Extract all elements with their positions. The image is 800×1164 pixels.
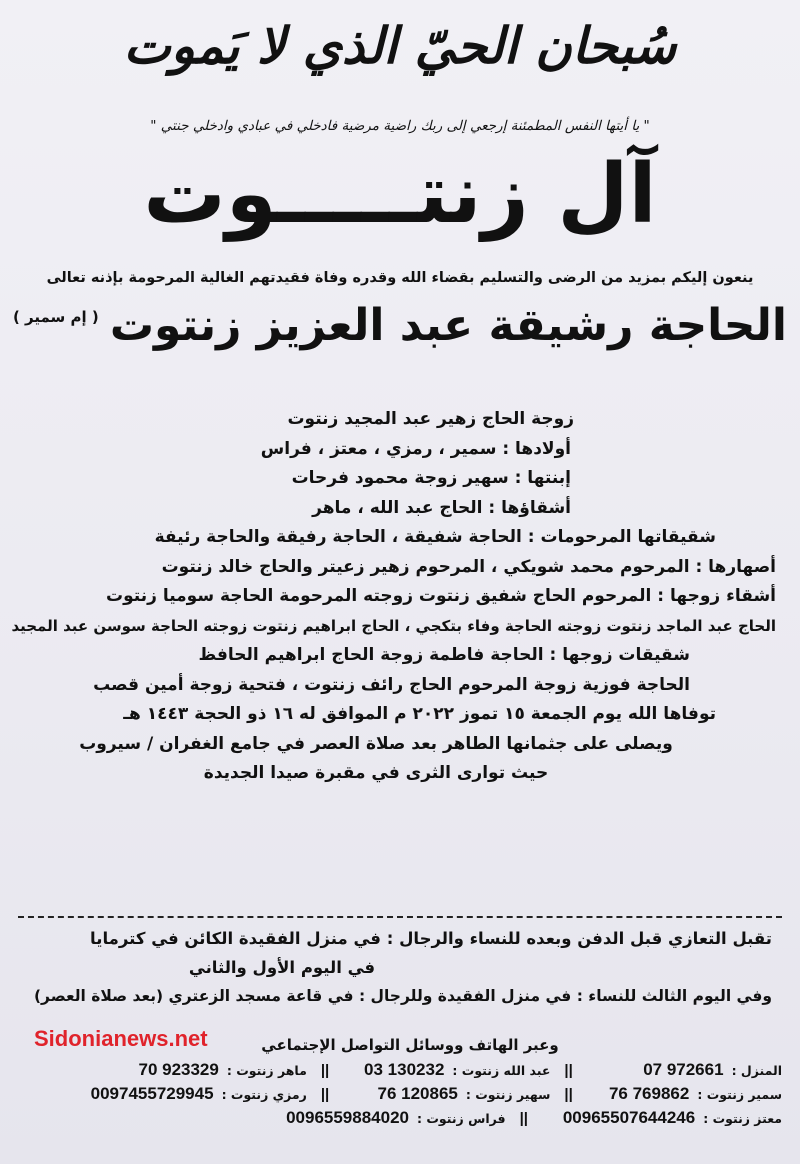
phone-entry bbox=[343, 1084, 550, 1104]
condolence-line: في اليوم الأول والثاني bbox=[188, 958, 376, 977]
phone-separator: || bbox=[320, 1086, 330, 1103]
phone-entry bbox=[587, 1060, 782, 1080]
death-date-line: توفاها الله يوم الجمعة ١٥ تموز ٢٠٢٢ م الموافق له ١٦ ذو الحجة ١٤٤٣ هـ bbox=[123, 704, 716, 724]
phone-entry bbox=[18, 1084, 307, 1104]
detail-line: زوجة الحاج زهير عبد المجيد زنتوت bbox=[287, 409, 574, 429]
phone-entry bbox=[542, 1108, 782, 1128]
phone-label: سهير زنتوت : bbox=[465, 1087, 551, 1102]
phone-row bbox=[18, 1084, 782, 1108]
phone-label: فراس زنتوت : bbox=[417, 1111, 506, 1126]
phone-label: ماهر زنتوت : bbox=[226, 1063, 307, 1078]
phone-separator: || bbox=[320, 1062, 330, 1079]
watermark: Sidonianews.net bbox=[34, 1026, 208, 1051]
phone-number: 76 120865 bbox=[377, 1084, 458, 1103]
phone-label: سمير زنتوت : bbox=[697, 1087, 782, 1102]
phone-number: 70 923329 bbox=[138, 1060, 219, 1079]
phone-label: معتز زنتوت : bbox=[703, 1111, 782, 1126]
quran-verse: " يا أيتها النفس المطمئنة إرجعي إلى ربك راضية مرضية فادخلي في عبادي وادخلي جنتي " bbox=[150, 118, 650, 134]
condolences-section bbox=[22, 924, 772, 1011]
deceased-name: الحاجة رشيقة عبد العزيز زنتوت bbox=[109, 300, 788, 351]
detail-line: إبنتها : سهير زوجة محمود فرحات bbox=[291, 468, 571, 488]
phone-separator: || bbox=[564, 1086, 573, 1103]
phone-row bbox=[18, 1108, 782, 1132]
detail-line: أصهارها : المرحوم محمد شويكي ، المرحوم زهير زعيتر والحاج خالد زنتوت bbox=[161, 556, 776, 577]
deceased-nickname: ( إم سمير ) bbox=[12, 308, 99, 326]
phone-entry bbox=[18, 1060, 307, 1080]
phone-list bbox=[18, 1060, 782, 1132]
condolence-line: وفي اليوم الثالث للنساء : في منزل الفقيدة وللرجال : في قاعة مسجد الزعتري (بعد صلاة العصر) bbox=[33, 987, 772, 1005]
phone-row bbox=[18, 1060, 782, 1084]
calligraphy-header: سُبحان الحيّ الذي لا يَموت bbox=[123, 16, 677, 75]
phone-number: 03 130232 bbox=[364, 1060, 445, 1079]
phone-label: رمزي زنتوت : bbox=[221, 1087, 307, 1102]
phone-number: 76 769862 bbox=[608, 1084, 690, 1103]
phone-number: 0096559884020 bbox=[286, 1108, 409, 1127]
phone-separator: || bbox=[564, 1062, 573, 1079]
phone-label: عبد الله زنتوت : bbox=[452, 1063, 551, 1078]
family-title: آل زنتـــــوت bbox=[143, 147, 657, 242]
detail-line: أولادها : سمير ، رمزي ، معتز ، فراس bbox=[260, 438, 571, 459]
phone-number: 00965507644246 bbox=[562, 1108, 696, 1127]
phone-number: 07 972661 bbox=[643, 1060, 724, 1079]
detail-line: الحاجة فوزية زوجة المرحوم الحاج رائف زنتوت ، فتحية زوجة أمين قصب bbox=[93, 674, 690, 695]
phone-separator: || bbox=[519, 1110, 528, 1127]
detail-line: أشقاء زوجها : المرحوم الحاج شفيق زنتوت زوجته المرحومة الحاجة سوميا زنتوت bbox=[106, 586, 776, 606]
detail-line: شقيقاتها المرحومات : الحاجة شفيقة ، الحاجة رفيقة والحاجة رئيفة bbox=[154, 527, 716, 547]
phone-entry bbox=[587, 1084, 782, 1104]
section-divider bbox=[18, 916, 782, 918]
prayer-line: ويصلى على جثمانها الطاهر بعد صلاة العصر في جامع الغفران / سيروب bbox=[79, 733, 673, 754]
detail-line: شقيقات زوجها : الحاجة فاطمة زوجة الحاج ابراهيم الحافظ bbox=[198, 645, 690, 665]
phone-number: 0097455729945 bbox=[90, 1084, 214, 1103]
media-line: وعبر الهاتف ووسائل التواصل الإجتماعي bbox=[261, 1036, 559, 1054]
condolence-line: تقبل التعازي قبل الدفن وبعده للنساء والرجال : في منزل الفقيدة الكائن في كترمايا bbox=[90, 929, 772, 948]
phone-label: المنزل : bbox=[731, 1063, 782, 1078]
phone-entry bbox=[343, 1060, 550, 1080]
deceased-name-line bbox=[0, 300, 800, 351]
phone-entry bbox=[206, 1108, 506, 1128]
detail-line: أشقاؤها : الحاج عبد الله ، ماهر bbox=[312, 497, 571, 518]
announcement-line: ينعون إليكم بمزيد من الرضى والتسليم بقضاء الله وقدره وفاة فقيدتهم الغالية المرحومة بإذنه تعالى bbox=[46, 270, 754, 286]
burial-line: حيث توارى الثرى في مقبرة صيدا الجديدة bbox=[203, 763, 549, 783]
detail-line: الحاج عبد الماجد زنتوت زوجته الحاجة وفاء بتكجي ، الحاج ابراهيم زنتوت زوجته الحاجة سوسن عبد المجيد bbox=[11, 616, 776, 635]
relatives-list bbox=[11, 405, 776, 789]
